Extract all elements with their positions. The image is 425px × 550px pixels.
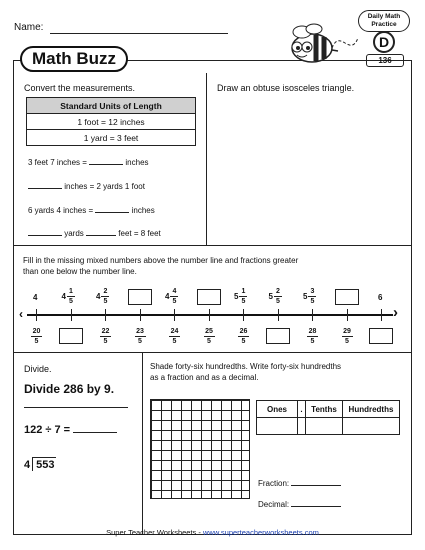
pv-cell-tenths[interactable]: [306, 418, 343, 435]
improper-fraction-label: [238, 328, 249, 345]
fraction-label: Fraction:: [258, 479, 290, 488]
name-label: Name:: [14, 22, 44, 33]
fraction-blank[interactable]: [369, 328, 393, 344]
daily-practice-badge: [358, 10, 410, 32]
fraction-bar: [307, 336, 318, 337]
denominator: 5: [241, 298, 246, 305]
q3-answer[interactable]: [95, 212, 129, 213]
pv-cell-point: [298, 418, 306, 435]
shade-instruction-1: Shade forty-six hundredths. Write forty-six hundredths: [150, 362, 342, 371]
number-line: [17, 304, 405, 322]
denominator: 5: [172, 338, 177, 345]
denominator: 5: [34, 338, 39, 345]
fraction-bar: [135, 336, 146, 337]
hundreds-grid[interactable]: [150, 399, 250, 499]
question-2: [28, 182, 145, 191]
numerator: 23: [136, 328, 144, 335]
pv-header-ones: Ones: [257, 401, 298, 418]
units-table: [26, 97, 196, 146]
number-line-tick: [36, 309, 37, 321]
q4-mid: yards: [64, 229, 84, 238]
mixed-whole: 4: [33, 293, 38, 302]
number-line-tick: [312, 309, 313, 321]
division-problem-2-answer[interactable]: [73, 432, 117, 433]
question-4: [28, 229, 161, 238]
q1-left: 3 feet 7 inches =: [28, 158, 87, 167]
improper-fraction-label: [204, 328, 215, 345]
number-line-tick: [174, 309, 175, 321]
badge-line1: Daily Math: [367, 13, 401, 20]
q4-yards-answer[interactable]: [28, 235, 62, 236]
units-row: 1 yard = 3 feet: [27, 130, 196, 146]
q3-right: inches: [131, 206, 155, 215]
q1-answer[interactable]: [89, 164, 123, 165]
units-table-title: Standard Units of Length: [27, 98, 196, 114]
denominator: 5: [276, 298, 280, 305]
arrow-left-icon: ‹: [19, 307, 23, 321]
numberline-instruction-1: Fill in the missing mixed numbers above the number line and fractions greater: [23, 256, 299, 265]
fraction-bar: [238, 336, 249, 337]
number-line-tick: [105, 309, 106, 321]
denominator: 5: [310, 298, 315, 305]
question-3: [28, 206, 155, 215]
number-line-axis: [27, 314, 393, 316]
fraction-bar: [101, 296, 109, 297]
pv-cell-hundredths[interactable]: [343, 418, 400, 435]
improper-fraction-label: [135, 328, 146, 345]
number-line-tick: [347, 309, 348, 321]
denominator: 5: [345, 338, 349, 345]
division-problem-2: [24, 424, 117, 436]
denominator: 5: [103, 298, 108, 305]
denominator: 5: [172, 298, 177, 305]
worksheet-title: Math Buzz: [20, 46, 128, 72]
pv-header-point: .: [298, 401, 306, 418]
pv-cell-ones[interactable]: [257, 418, 298, 435]
dividend: 553: [32, 457, 56, 471]
day-letter: D: [373, 31, 395, 53]
improper-fraction-label: [31, 328, 42, 345]
divider-top: [206, 73, 207, 245]
mixed-whole: 5: [303, 292, 308, 301]
footer-text: Super Teacher Worksheets -: [106, 528, 203, 537]
numerator: 26: [239, 328, 248, 335]
badge-line2: Practice: [371, 21, 397, 28]
mixed-fraction: [170, 288, 178, 305]
number-line-tick: [209, 309, 210, 321]
mixed-fraction: [274, 288, 282, 305]
arrow-right-icon: ›: [393, 304, 398, 321]
triangle-drawing-area[interactable]: [208, 100, 410, 243]
question-1: [28, 158, 149, 167]
mixed-number-label: [96, 288, 109, 305]
numberline-instruction-2: than one below the number line.: [23, 267, 137, 276]
denominator: 5: [241, 338, 246, 345]
place-value-table: [256, 400, 400, 435]
divide-answer-line[interactable]: [24, 407, 128, 408]
divisor: 4: [24, 459, 31, 471]
mixed-whole: 6: [378, 293, 383, 302]
fraction-bar: [308, 296, 316, 297]
improper-fraction-label: [169, 328, 180, 345]
q2-answer[interactable]: [28, 188, 62, 189]
fraction-bar: [170, 296, 178, 297]
improper-fraction-label: [100, 328, 111, 345]
denominator: 5: [103, 338, 108, 345]
measurements-instruction: Convert the measurements.: [24, 83, 136, 93]
mixed-number-label: [303, 288, 316, 305]
divide-label: Divide.: [24, 364, 52, 374]
improper-fraction-label: [342, 328, 353, 345]
mixed-fraction: [308, 288, 316, 305]
mixed-number-label: [165, 288, 178, 305]
fraction-bar: [169, 336, 180, 337]
number-line-tick: [243, 309, 244, 321]
mixed-fraction: [101, 288, 109, 305]
mixed-number-label: [62, 288, 75, 305]
decimal-answer[interactable]: [291, 506, 341, 507]
pv-header-hundredths: Hundredths: [343, 401, 400, 418]
name-field[interactable]: [50, 33, 228, 34]
mixed-number-blank[interactable]: [128, 289, 152, 305]
number-line-tick: [381, 309, 382, 321]
footer: [0, 528, 425, 537]
units-row: 1 foot = 12 inches: [27, 114, 196, 130]
numerator: 24: [170, 328, 179, 335]
fraction-blank[interactable]: [59, 328, 83, 344]
numerator: 25: [205, 328, 213, 335]
number-line-tick: [278, 309, 279, 321]
mixed-number-blank[interactable]: [197, 289, 221, 305]
fraction-bar: [204, 336, 215, 337]
q3-left: 6 yards 4 inches =: [28, 206, 94, 215]
improper-fraction-label: [307, 328, 318, 345]
footer-link[interactable]: www.superteacherworksheets.com: [202, 528, 319, 537]
fraction-bar: [67, 296, 75, 297]
fraction-blank[interactable]: [266, 328, 290, 344]
numerator: 4: [172, 288, 177, 295]
number-line-tick: [71, 309, 72, 321]
fraction-row: [258, 479, 341, 488]
division-problem-2-text: 122 ÷ 7 =: [24, 424, 71, 436]
numerator: 20: [32, 328, 41, 335]
divide-problem: Divide 286 by 9.: [24, 382, 115, 396]
numerator: 2: [103, 288, 108, 295]
decimal-row: [258, 500, 341, 509]
fraction-answer[interactable]: [291, 485, 341, 486]
denominator: 5: [69, 298, 73, 305]
denominator: 5: [138, 338, 142, 345]
numerator: 28: [308, 328, 317, 335]
q4-right: feet = 8 feet: [118, 229, 161, 238]
mixed-whole: 4: [61, 292, 66, 301]
divider-mid1: [13, 245, 412, 246]
bee-icon: [280, 18, 365, 68]
pv-header-tenths: Tenths: [306, 401, 343, 418]
q4-feet-answer[interactable]: [86, 235, 116, 236]
mixed-whole: 4: [165, 292, 170, 301]
numerator: 22: [101, 328, 110, 335]
fraction-bar: [31, 336, 42, 337]
fraction-bar: [100, 336, 111, 337]
divider-bottom: [142, 352, 143, 535]
q2-right: inches = 2 yards 1 foot: [64, 182, 145, 191]
numerator: 1: [241, 288, 246, 295]
mixed-number-label: [378, 293, 382, 302]
q1-right: inches: [125, 158, 149, 167]
mixed-fraction: [239, 288, 247, 305]
fraction-bar: [274, 296, 282, 297]
mixed-whole: 5: [234, 292, 239, 301]
fraction-bar: [342, 336, 353, 337]
mixed-number-label: [269, 288, 282, 305]
shade-instruction-2: as a fraction and as a decimal.: [150, 373, 259, 382]
number-line-tick: [140, 309, 141, 321]
fraction-bar: [239, 296, 247, 297]
long-division: [24, 457, 56, 471]
decimal-label: Decimal:: [258, 500, 290, 509]
worksheet-number: 136: [366, 54, 404, 67]
mixed-whole: 4: [96, 292, 101, 301]
mixed-number-label: [234, 288, 247, 305]
denominator: 5: [207, 338, 211, 345]
mixed-whole: 5: [268, 292, 273, 301]
divider-mid2: [13, 352, 412, 353]
denominator: 5: [310, 338, 315, 345]
numerator: 29: [343, 328, 351, 335]
mixed-fraction: [67, 288, 75, 305]
numerator: 1: [69, 288, 73, 295]
triangle-instruction: Draw an obtuse isosceles triangle.: [217, 83, 355, 93]
numerator: 2: [276, 288, 280, 295]
mixed-number-label: [33, 293, 37, 302]
mixed-number-blank[interactable]: [335, 289, 359, 305]
numerator: 3: [310, 288, 315, 295]
